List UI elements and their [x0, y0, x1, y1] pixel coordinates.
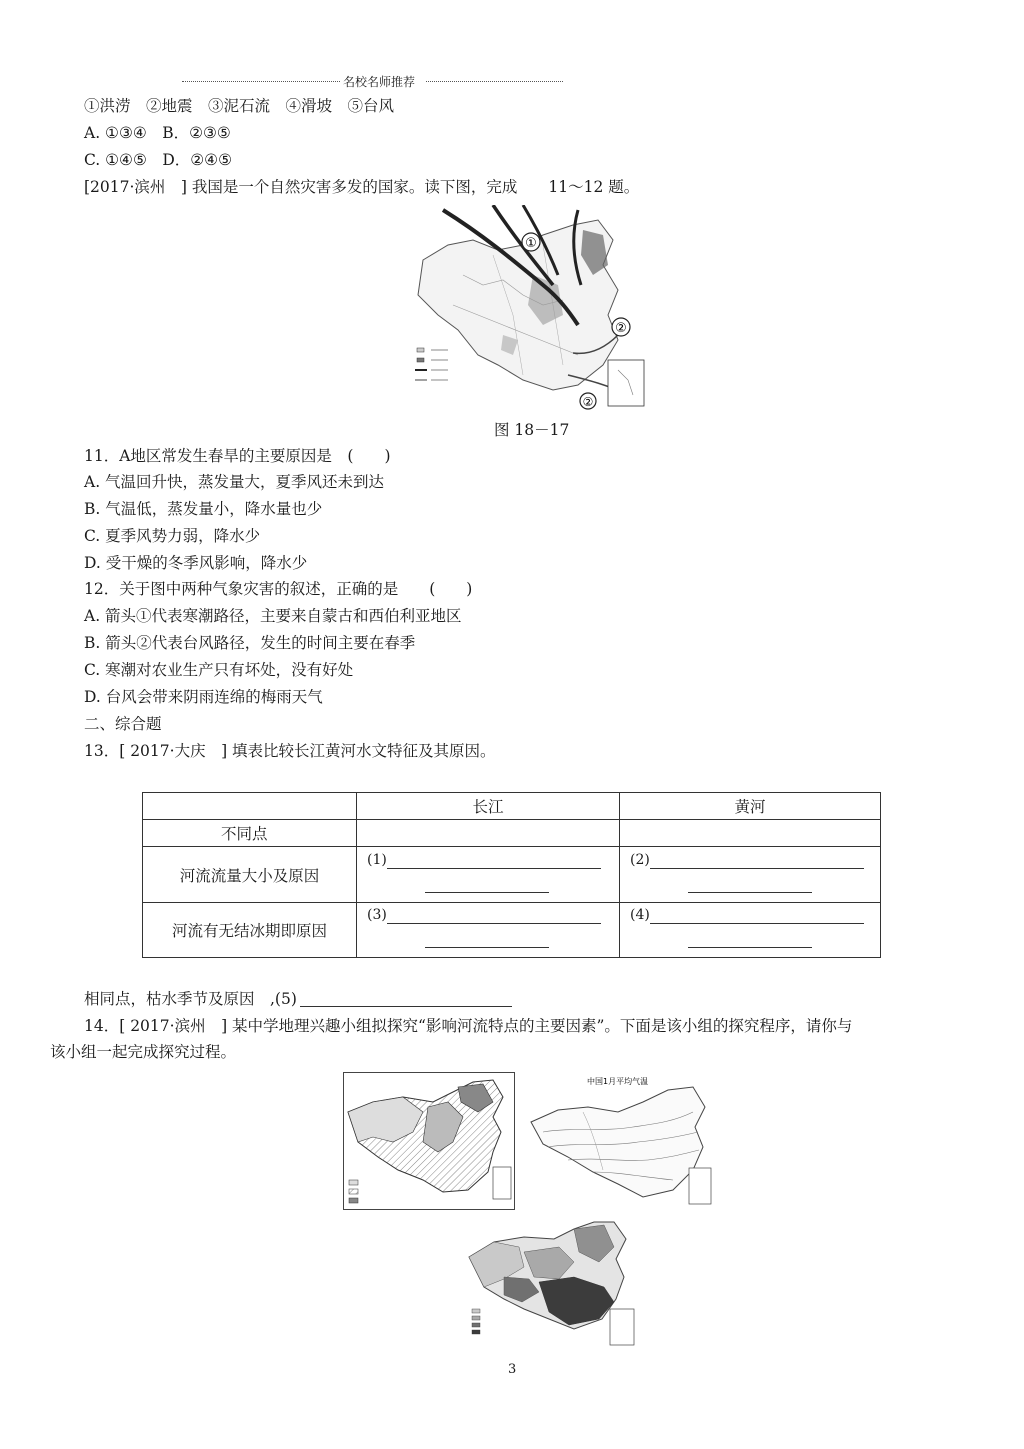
q11-stem: 11．A地区常发生春旱的主要原因是 ( ): [84, 447, 391, 465]
arrow-label-2b: ②: [582, 395, 594, 409]
precipitation-map-figure: [464, 1217, 640, 1349]
q12-option-c: C. 寒潮对农业生产只有坏处，没有好处: [84, 661, 354, 679]
q11-option-d: D. 受干燥的冬季风影响，降水少: [84, 554, 308, 572]
q13-stem: 13．[ 2017·大庆 ] 填表比较长江黄河水文特征及其原因。: [84, 742, 496, 760]
blank-2-cell[interactable]: [620, 847, 881, 903]
header-rule-right: [426, 81, 563, 82]
page-number: 3: [508, 1362, 517, 1377]
blank-4-line-b: [688, 933, 812, 948]
blank-3-line-a: [387, 909, 601, 924]
q12-option-d: D. 台风会带来阴雨连绵的梅雨天气: [84, 688, 323, 706]
blank-1-cell[interactable]: [357, 847, 620, 903]
arrow-label-2a: ②: [615, 321, 627, 336]
row-label-flow: 河流流量大小及原因: [143, 847, 357, 903]
figure-caption: 图 18－17: [494, 421, 570, 439]
blank-1-line-a: [387, 854, 601, 869]
january-temperature-map-figure: [523, 1072, 716, 1210]
blank-3-line-b: [425, 933, 549, 948]
blank-1-label: (1): [367, 851, 387, 868]
row-label-ice: 河流有无结冰期即原因: [143, 903, 357, 958]
comparison-table: [142, 792, 881, 958]
blank-2-label: (2): [630, 851, 650, 868]
q12-option-a: A. 箭头①代表寒潮路径，主要来自蒙古和西伯利亚地区: [84, 607, 462, 625]
header-yellow-river: 黄河: [620, 793, 881, 820]
arrow-label-1: ①: [525, 236, 537, 251]
q11-intro: [2017·滨州 ] 我国是一个自然灾害多发的国家。读下图，完成 11～12 题。: [84, 178, 640, 196]
header-yangtze: 长江: [357, 793, 620, 820]
cell-diff-yangtze: [357, 820, 620, 847]
q13-same-point: 相同点，枯水季节及原因 ,(5): [84, 990, 297, 1008]
map2-title: 中国1月平均气温: [587, 1077, 649, 1086]
cell-diff-yellow: [620, 820, 881, 847]
q10-items: ①洪涝 ②地震 ③泥石流 ④滑坡 ⑤台风: [84, 97, 395, 115]
blank-2-line-a: [650, 854, 864, 869]
q11-option-b: B. 气温低，蒸发量小，降水量也少: [84, 500, 323, 518]
blank-5-line[interactable]: [300, 992, 512, 1007]
blank-2-line-b: [688, 878, 812, 893]
q11-option-c: C. 夏季风势力弱，降水少: [84, 527, 261, 545]
blank-4-cell[interactable]: [620, 903, 881, 958]
q14-stem-line2: 该小组一起完成探究过程。: [50, 1043, 237, 1061]
row-label-differences: 不同点: [143, 820, 357, 847]
blank-4-line-a: [650, 909, 864, 924]
section-heading: 二、综合题: [84, 715, 162, 733]
q12-option-b: B. 箭头②代表台风路径，发生的时间主要在春季: [84, 634, 416, 652]
q12-stem: 12．关于图中两种气象灾害的叙述，正确的是 ( ): [84, 580, 473, 598]
q14-stem-line1: 14．[ 2017·滨州 ] 某中学地理兴趣小组拟探究“影响河流特点的主要因素”。下面是该小组的探究程序，请你与: [84, 1017, 853, 1035]
header-title: 名校名师推荐: [343, 75, 416, 89]
q11-option-a: A. 气温回升快，蒸发量大，夏季风还未到达: [84, 473, 385, 491]
blank-3-label: (3): [367, 907, 387, 923]
q10-options-cd: C. ①④⑤ D．②④⑤: [84, 151, 232, 169]
blank-4-label: (4): [630, 907, 650, 923]
header-rule-left: [182, 81, 340, 82]
table-corner-cell: [143, 793, 357, 820]
terrain-map-figure: [343, 1072, 515, 1210]
blank-1-line-b: [425, 878, 549, 893]
blank-3-cell[interactable]: [357, 903, 620, 958]
q10-options-ab: A. ①③④ B．②③⑤: [84, 124, 231, 142]
disaster-map-figure: [403, 205, 648, 410]
